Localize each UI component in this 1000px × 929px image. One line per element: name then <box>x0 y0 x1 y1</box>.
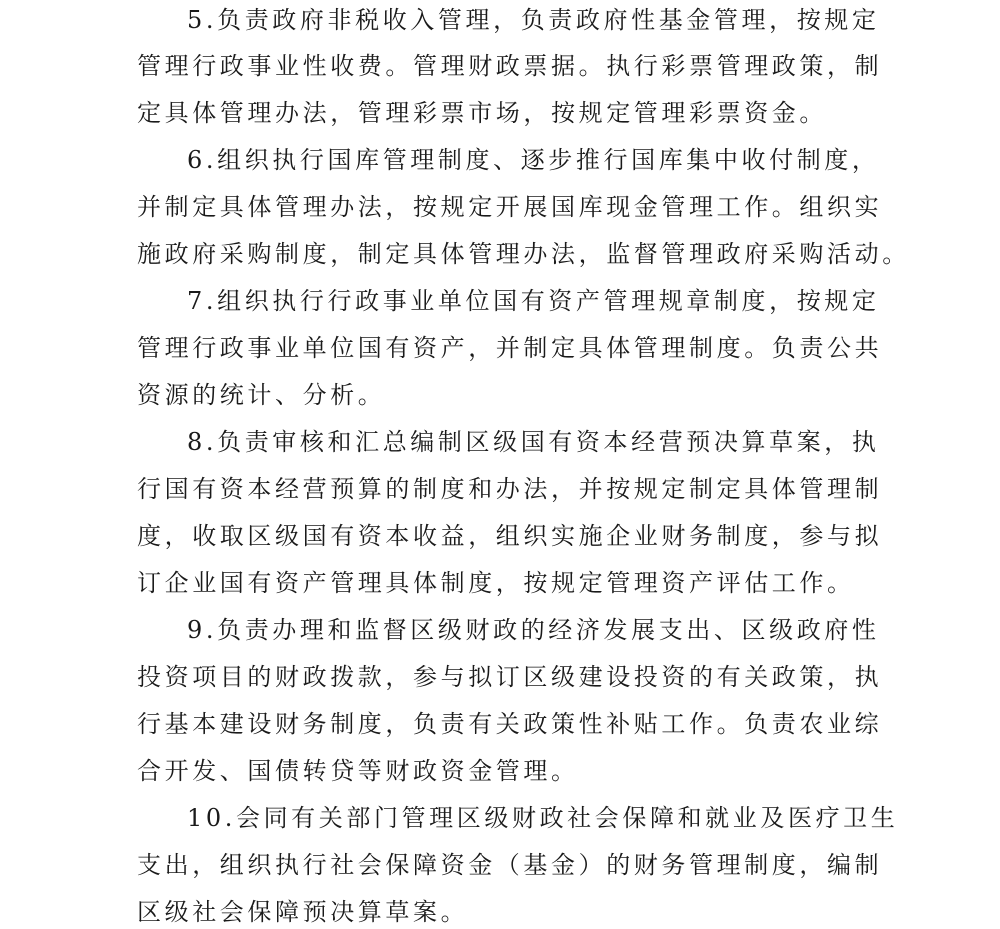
text-line: 度，收取区级国有资本收益，组织实施企业财务制度，参与拟 <box>137 522 883 550</box>
text-line: 5.负责政府非税收入管理，负责政府性基金管理，按规定 <box>187 6 880 34</box>
text-line: 行国有资本经营预算的制度和办法，并按规定制定具体管理制 <box>137 475 883 503</box>
text-line: 订企业国有资产管理具体制度，按规定管理资产评估工作。 <box>137 569 855 597</box>
text-line: 区级社会保障预决算草案。 <box>137 898 469 926</box>
text-line: 9.负责办理和监督区级财政的经济发展支出、区级政府性 <box>187 616 880 644</box>
text-line: 管理行政事业性收费。管理财政票据。执行彩票管理政策，制 <box>137 52 883 80</box>
text-line: 并制定具体管理办法，按规定开展国库现金管理工作。组织实 <box>137 193 883 221</box>
text-line: 合开发、国债转贷等财政资金管理。 <box>137 757 579 785</box>
text-line: 7.组织执行行政事业单位国有资产管理规章制度，按规定 <box>187 287 880 315</box>
text-line: 资源的统计、分析。 <box>137 381 386 409</box>
text-line: 6.组织执行国库管理制度、逐步推行国库集中收付制度， <box>187 146 880 174</box>
text-line: 10.会同有关部门管理区级财政社会保障和就业及医疗卫生 <box>187 804 899 832</box>
text-line: 支出，组织执行社会保障资金（基金）的财务管理制度，编制 <box>137 851 883 879</box>
text-line: 施政府采购制度，制定具体管理办法，监督管理政府采购活动。 <box>137 240 910 268</box>
text-line: 定具体管理办法，管理彩票市场，按规定管理彩票资金。 <box>137 99 827 127</box>
text-line: 管理行政事业单位国有资产，并制定具体管理制度。负责公共 <box>137 334 883 362</box>
text-line: 投资项目的财政拨款，参与拟订区级建设投资的有关政策，执 <box>137 663 883 691</box>
text-line: 行基本建设财务制度，负责有关政策性补贴工作。负责农业综 <box>137 710 883 738</box>
text-line: 8.负责审核和汇总编制区级国有资本经营预决算草案，执 <box>187 428 880 456</box>
